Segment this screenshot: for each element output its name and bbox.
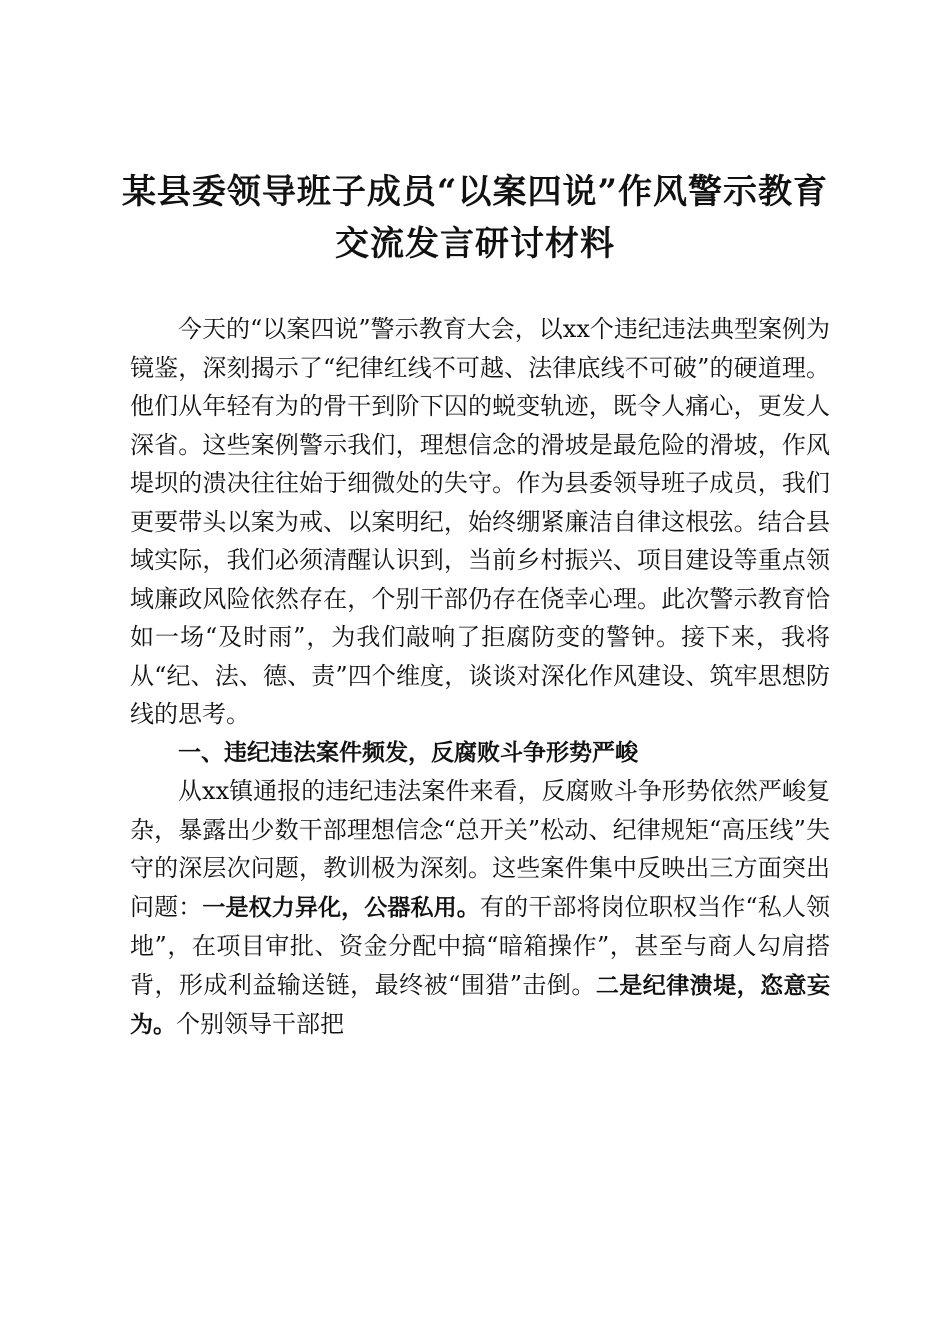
paragraph-text: 从xx镇通报的违纪违法案件来看，反腐败斗争形势依然严峻复杂，暴露出少数干部理想信念“总开关”松动、纪律规矩“高压线”失守的深层次问题，教训极为深刻。这些案件集中反映出三方面突出问题： — [130, 777, 830, 921]
paragraph-text: 有的干部将岗位职权当作“私人领地”，在项目审批、资金分配中搞“暗箱操作”，甚至与商人勾肩搭背，形成利益输送链，最终被“围猎”击倒。 — [130, 892, 831, 999]
intro-paragraph: 今天的“以案四说”警示教育大会，以xx个违纪违法典型案例为镜鉴，深刻揭示了“纪律红线不可越、法律底线不可破”的硬道理。他们从年轻有为的骨干到阶下囚的蜕变轨迹，既令人痛心，更发人深省。这些案例警示我们，理想信念的滑坡是最危险的滑坡，作风堤坝的溃决往往始于细微处的失守。作为县委领导班子成员，我们更要带头以案为戒、以案明纪，始终绷紧廉洁自律这根弦。结合县域实际，我们必须清醒认识到，当前乡村振兴、项目建设等重点领域廉政风险依然存在，个别干部仍存在侥幸心理。此次警示教育恰如一场“及时雨”，为我们敲响了拒腐防变的警钟。接下来，我将从“纪、法、德、责”四个维度，谈谈对深化作风建设、筑牢思想防线的思考。 — [130, 315, 830, 728]
bold-point-2: 二是纪律溃堤，恣意妄为。 — [130, 972, 831, 1038]
paragraph-text: 个别领导干部把 — [176, 1010, 344, 1038]
bold-point-1: 一是权力异化，公器私用。 — [202, 894, 480, 921]
document-body — [130, 310, 830, 1045]
section-paragraph — [130, 772, 830, 1045]
document-title: 某县委领导班子成员“以案四说”作风警示教育交流发言研讨材料 — [121, 172, 829, 264]
section-heading: 一、违纪违法案件频发，反腐败斗争形势严峻 — [178, 739, 638, 766]
